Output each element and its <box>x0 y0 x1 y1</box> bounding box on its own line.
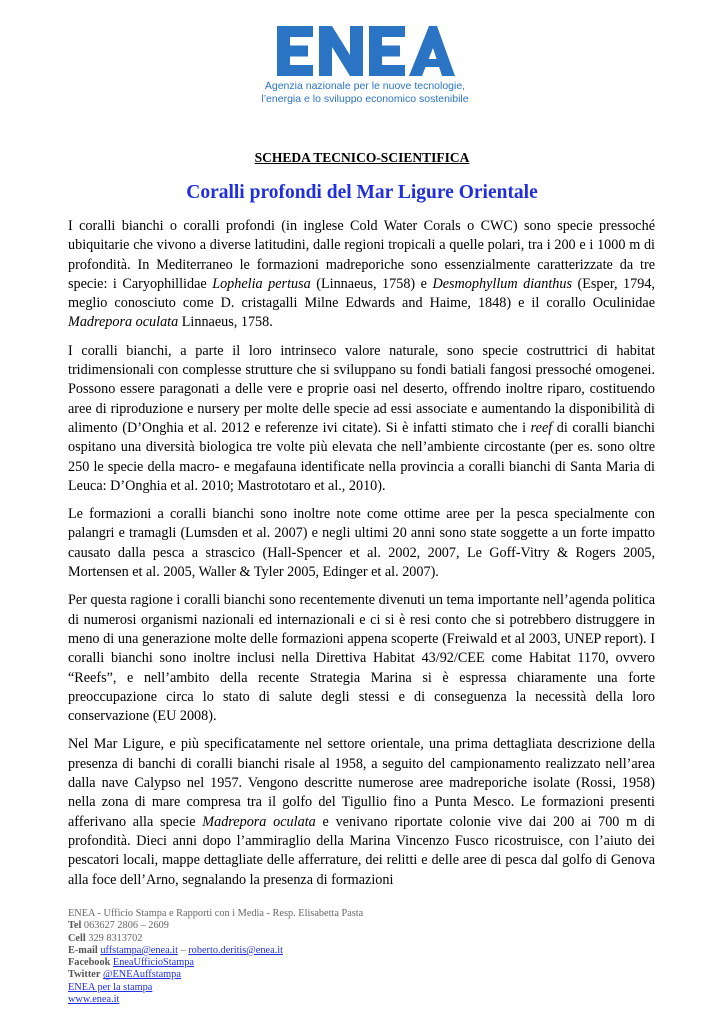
cell-label: Cell <box>68 932 86 944</box>
body-paragraph <box>68 505 655 582</box>
paragraph-text: I coralli bianchi o coralli profondi (in inglese Cold Water Corals o CWC) sono specie pressoché ubiquitarie che vivono a diverse latitudini, dalle regioni tropicali a quelle polari, tra i 200 e i 1000 m di profondità. In Mediterraneo le formazioni madreporiche sono essenzialmente caratterizzate da tre specie: i Caryophillidae <box>68 218 655 292</box>
footer-twitter <box>68 969 468 981</box>
paragraph-text: Linnaeus, 1758. <box>178 314 273 331</box>
tagline-line-1: Agenzia nazionale per le nuove tecnologie, <box>264 80 466 92</box>
twitter-label: Twitter <box>68 969 101 981</box>
footer-tel <box>68 920 468 932</box>
body-paragraph <box>68 735 655 889</box>
footer-press <box>68 982 468 994</box>
paragraph-text: Per questa ragione i coralli bianchi sono recentemente divenuti un tema importante nell’agenda politica di numerosi organismi nazionali ed internazionali e ci si è resi conto che si potrebbero distruggere in meno di una generazione molte delle formazioni appena scoperte (Freiwald et al 2003, UNEP report). I coralli bianchi sono inoltre inclusi nella Direttiva Habitat 43/92/CEE come Habitat 1170, ovvero “Reefs”, e nell’ambito della recente Strategia Marina si è espressa chiaramente una forte preoccupazione circa lo stato di salute degli stessi e di conseguenza la necessità della loro conservazione (EU 2008). <box>68 592 655 725</box>
enea-logo <box>247 12 483 120</box>
enea-logo-mark <box>277 26 455 76</box>
document-body <box>68 217 655 899</box>
italic-text: Madrepora oculata <box>202 813 316 830</box>
body-paragraph <box>68 342 655 496</box>
paragraph-text: (Linnaeus, 1758) e <box>310 275 433 292</box>
italic-text: Lophelia pertusa <box>212 275 311 292</box>
document-title: Coralli profondi del Mar Ligure Orientale <box>186 182 538 203</box>
enea-tagline <box>247 80 483 106</box>
email-separator: – <box>177 944 189 956</box>
email-label: E-mail <box>68 944 98 956</box>
footer-facebook <box>68 957 468 969</box>
footer-cell <box>68 933 468 945</box>
facebook-link[interactable]: EneaUfficioStampa <box>112 957 194 969</box>
paragraph-text: Nel Mar Ligure, e più specificatamente nel settore orientale, una prima dettagliata descrizione della presenza di banchi di coralli bianchi risale al 1958, a seguito del campionamento realizzato nell’area dalla nave Calypso nel 1957. Vengono descritte numerose aree madreporiche isolate (Rossi, 1958) nella zona di mare compresa tra il golfo del Tigullio fino a Punta Mesco. Le formazioni presenti afferivano alla specie <box>68 736 655 830</box>
paragraph-text: e venivano riportate colonie vive dai 200 ai 700 m di profondità. Dieci anni dopo l’ammiraglio della Marina Vincenzo Fusco ricostruisce, con l’aiuto dei pescatori locali, mappe dettagliate delle afferrature, dei relitti e delle aree di pesca dal golfo di Genova alla foce dell’Arno, segnalando la presenza di formazioni <box>68 813 656 888</box>
italic-text: Madrepora oculata <box>68 314 179 331</box>
footer-website <box>68 994 468 1006</box>
email-link-uffstampa[interactable]: uffstampa@enea.it <box>100 944 178 956</box>
website-link[interactable]: www.enea.it <box>68 994 120 1006</box>
document-subheading: SCHEDA TECNICO-SCIENTIFICA <box>254 150 470 165</box>
body-paragraph <box>68 217 655 333</box>
cell-value: 329 8313702 <box>85 932 143 944</box>
paragraph-text: di coralli bianchi ospitano una diversità biologica tre volte più elevata che nell’ambiente circostante (per es. sono oltre 250 le specie della macro- e megafauna identificate nella provincia a coralli bianchi di Santa Maria di Leuca: D’Onghia et al. 2010; Mastrototaro et al., 2010). <box>68 419 655 494</box>
tel-label: Tel <box>68 920 82 932</box>
footer-office: ENEA - Ufficio Stampa e Rapporti con i Media - Resp. Elisabetta Pasta <box>68 908 364 919</box>
facebook-label: Facebook <box>68 957 111 969</box>
paragraph-text: I coralli bianchi, a parte il loro intrinseco valore naturale, sono specie costruttrici di habitat tridimensionali con complesse strutture che si sviluppano su fondi batiali fangosi pressoché omogenei. Possono essere paragonati a delle vere e proprie oasi nel deserto, offrendo inoltre riparo, costituendo aree di riproduzione e nursery per molte delle specie ad essi associate e aumentando la disponibilità di alimento (D’Onghia et al. 2012 e referenze ivi citate). Si è infatti stimato che i <box>68 342 655 436</box>
italic-text: reef <box>530 419 553 436</box>
footer-email <box>68 945 468 957</box>
twitter-link[interactable]: @ENEAuffstampa <box>102 969 181 981</box>
body-paragraph <box>68 591 655 726</box>
press-office-footer <box>68 908 468 1006</box>
tel-value: 063627 2806 – 2609 <box>81 920 169 932</box>
email-link-deritis[interactable]: roberto.deritis@enea.it <box>188 944 283 956</box>
paragraph-text: Le formazioni a coralli bianchi sono inoltre note come ottime aree per la pesca specialmente con palangri e tramagli (Lumsden et al. 2007) e negli ultimi 20 anni sono state soggette a un forte impatto causato dalla pesca a strascico (Hall-Spencer et al. 2002, 2007, Le Goff-Vitry & Rogers 2005, Mortensen et al. 2005, Waller & Tyler 2005, Edinger et al. 2007). <box>68 506 655 581</box>
italic-text: Desmophyllum dianthus <box>432 275 572 292</box>
tagline-line-2: l’energia e lo sviluppo economico sostenibile <box>261 93 469 105</box>
paragraph-text: (Esper, 1794, meglio conosciuto come D. cristagalli Milne Edwards and Haime, 1848) e il corallo Oculinidae <box>68 275 655 312</box>
press-page-link[interactable]: ENEA per la stampa <box>68 981 153 993</box>
